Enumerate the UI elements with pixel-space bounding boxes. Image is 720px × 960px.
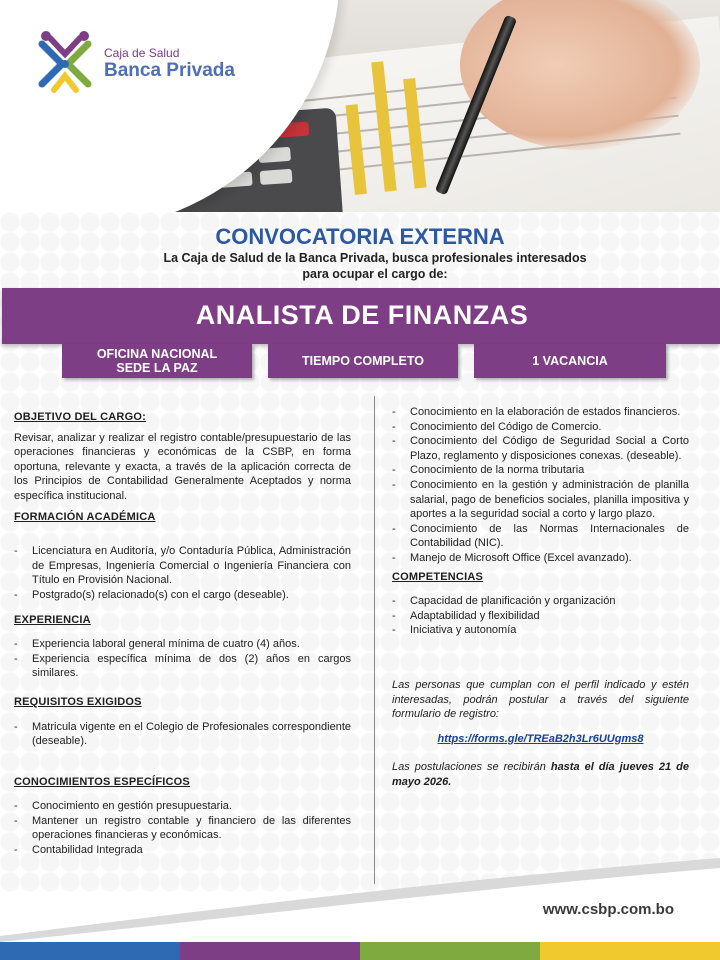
deadline-date: hasta el día jueves 21 de mayo 2026.	[392, 761, 690, 788]
list-item: - Conocimiento en la gestión y administración de planilla salarial, pago de beneficios sociales, planilla impositiva y aportes a la seguridad social a corto y largo plazo.	[392, 478, 689, 522]
left-column	[14, 410, 351, 858]
list-item: - Licenciatura en Auditoría, y/o Contaduría Pública, Administración de Empresas, Ingeniería Comercial o Ingeniería Financiera con Título en Provisión Nacional.	[14, 544, 351, 588]
list-item: - Conocimiento del Código de Seguridad Social a Corto Plazo, reglamento y disposiciones conexas. (deseable).	[392, 434, 689, 463]
objective-heading: OBJETIVO DEL CARGO:	[14, 411, 146, 423]
website-url[interactable]: www.csbp.com.bo	[542, 901, 674, 918]
schedule-tag	[268, 344, 458, 378]
list-item: - Conocimiento en gestión presupuestaria.	[14, 799, 351, 814]
deadline-prefix: Las postulaciones se recibirán	[392, 761, 551, 774]
list-item: - Conocimiento en la elaboración de estados financieros.	[392, 405, 689, 420]
brand-line1: Caja de Salud	[104, 46, 180, 60]
subtitle-line1: La Caja de Salud de la Banca Privada, busca profesionales interesados	[163, 251, 587, 265]
list-item: - Conocimiento de la norma tributaria	[392, 463, 689, 478]
list-item: - Mantener un registro contable y financiero de las diferentes operaciones financieras y económicas.	[14, 814, 351, 843]
list-item: - Experiencia laboral general mínima de cuatro (4) años.	[14, 637, 351, 652]
competencies-list	[392, 594, 689, 638]
right-column	[392, 405, 689, 789]
knowledge-list	[14, 799, 351, 857]
brand-logo	[32, 30, 272, 100]
list-item: - Postgrado(s) relacionado(s) con el cargo (deseable).	[14, 588, 351, 603]
job-title-banner	[2, 288, 720, 344]
experience-heading: EXPERIENCIA	[14, 613, 91, 626]
color-stripe-yellow	[540, 942, 720, 960]
list-item: - Iniciativa y autonomía	[392, 623, 689, 638]
requirements-list	[14, 720, 351, 749]
education-list	[14, 544, 351, 602]
list-item: - Matricula vigente en el Colegio de Profesionales correspondiente (deseable).	[14, 720, 351, 749]
list-item: - Contabilidad Integrada	[14, 843, 351, 858]
announcement-subtitle	[0, 250, 720, 282]
subtitle-line2: para ocupar el cargo de:	[302, 267, 448, 281]
objective-text: Revisar, analizar y realizar el registro contable/presupuestario de las operaciones financieras y económicas de la CSBP, en forma oportuna, relevante y exacta, a través de la aplicación correcta de los Principios de Contabilidad Generalmente Aceptados y norma específica institucional.	[14, 431, 351, 502]
vacancy-label: 1 VACANCIA	[532, 354, 608, 368]
color-stripe-blue	[0, 942, 180, 960]
deadline-text	[392, 760, 689, 789]
knowledge-list-continued	[392, 405, 689, 566]
list-item: - Manejo de Microsoft Office (Excel avanzado).	[392, 551, 689, 566]
job-title: ANALISTA DE FINANZAS	[195, 300, 529, 330]
office-line1: OFICINA NACIONAL	[96, 347, 218, 361]
knowledge-heading: CONOCIMIENTOS ESPECÍFICOS	[14, 775, 190, 788]
list-item: - Conocimiento de las Normas Internacionales de Contabilidad (NIC).	[392, 522, 689, 551]
list-item: - Conocimiento del Código de Comercio.	[392, 420, 689, 435]
announcement-title: CONVOCATORIA EXTERNA	[215, 224, 505, 249]
requirements-heading: REQUISITOS EXIGIDOS	[14, 695, 142, 708]
experience-list	[14, 637, 351, 681]
brand-line2: Banca Privada	[104, 60, 235, 81]
vacancy-tag	[474, 344, 666, 378]
list-item: - Adaptabilidad y flexibilidad	[392, 609, 689, 624]
office-line2: SEDE LA PAZ	[116, 361, 198, 375]
color-stripe-purple	[180, 942, 360, 960]
competencies-heading: COMPETENCIAS	[392, 570, 484, 583]
color-stripe-green	[360, 942, 540, 960]
logo-figure-icon	[32, 30, 98, 96]
schedule-label: TIEMPO COMPLETO	[302, 354, 424, 368]
education-heading: FORMACIÓN ACADÉMICA	[14, 510, 156, 523]
list-item: - Experiencia específica mínima de dos (2) años en cargos similares.	[14, 652, 351, 681]
office-tag	[62, 344, 252, 378]
column-divider	[374, 396, 375, 884]
registration-form-link[interactable]: https://forms.gle/TREaB2h3Lr6UUgms8	[437, 732, 644, 745]
list-item: - Capacidad de planificación y organización	[392, 594, 689, 609]
apply-instructions: Las personas que cumplan con el perfil indicado y estén interesadas, podrán postular a través del siguiente formulario de registro:	[392, 678, 689, 721]
